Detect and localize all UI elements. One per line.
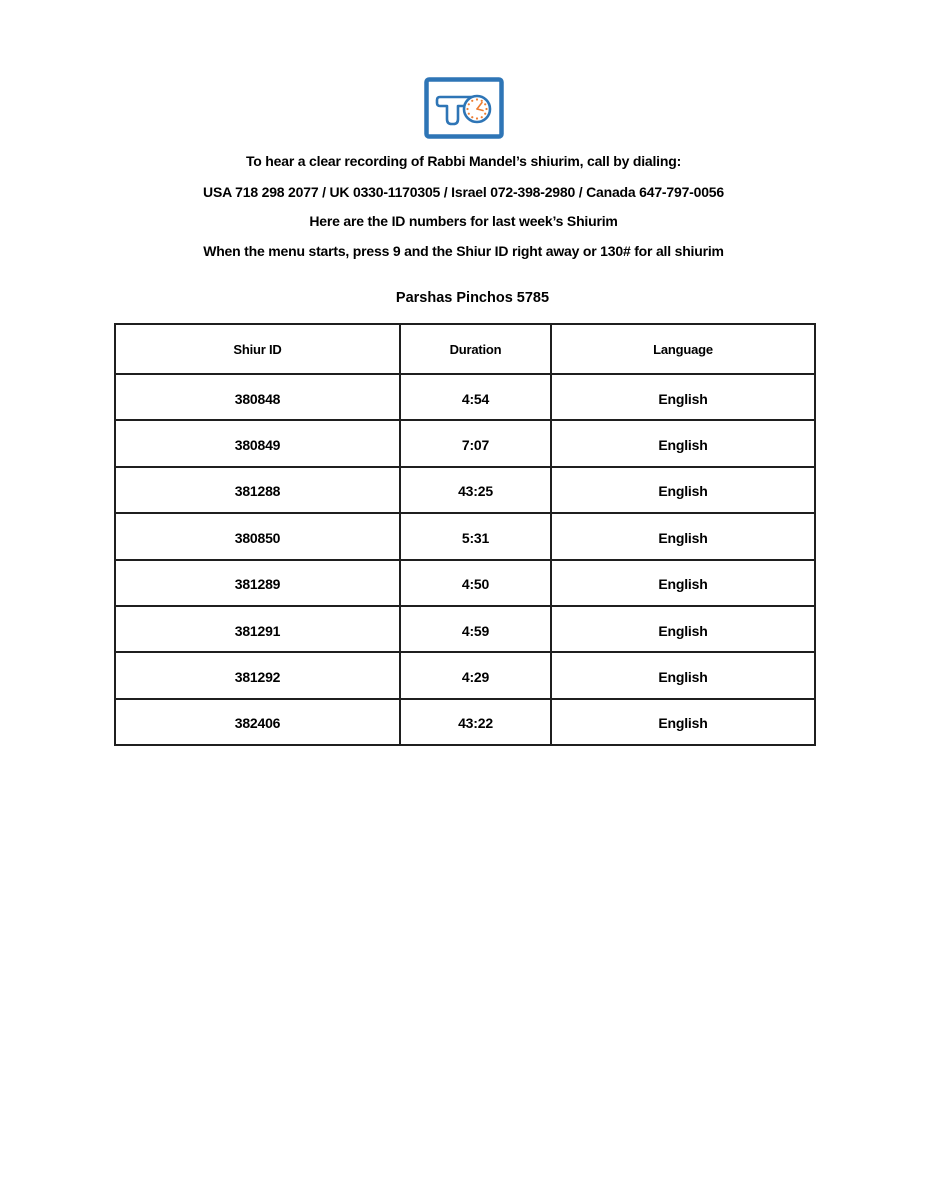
table-cell: 4:50 <box>400 560 551 606</box>
column-header: Duration <box>400 324 551 374</box>
table-cell: English <box>551 420 815 466</box>
table-row <box>115 420 815 466</box>
clock-logo-icon <box>424 77 504 139</box>
table-cell: 381289 <box>115 560 400 606</box>
clock-hand-logo <box>424 77 504 139</box>
table-row <box>115 652 815 698</box>
table-row <box>115 699 815 745</box>
intro-line-phone-numbers: USA 718 298 2077 / UK 0330-1170305 / Israel 072-398-2980 / Canada 647-797-0056 <box>203 184 724 200</box>
table-cell: English <box>551 374 815 420</box>
table-row <box>115 513 815 559</box>
table-cell: 381291 <box>115 606 400 652</box>
table-header-row <box>115 324 815 374</box>
table-cell: 380850 <box>115 513 400 559</box>
table-cell: 7:07 <box>400 420 551 466</box>
table-cell: 43:22 <box>400 699 551 745</box>
table-row <box>115 467 815 513</box>
table-cell: 5:31 <box>400 513 551 559</box>
table-row <box>115 606 815 652</box>
table-cell: English <box>551 513 815 559</box>
section-title-parsha: Parshas Pinchos 5785 <box>395 290 550 306</box>
column-header: Shiur ID <box>115 324 400 374</box>
table-cell: 4:29 <box>400 652 551 698</box>
shiur-table <box>114 323 816 746</box>
table-cell: 380848 <box>115 374 400 420</box>
table-cell: English <box>551 652 815 698</box>
intro-line-id-numbers: Here are the ID numbers for last week’s Shiurim <box>309 213 618 229</box>
table-cell: 4:59 <box>400 606 551 652</box>
table-cell: English <box>551 699 815 745</box>
table-cell: 381288 <box>115 467 400 513</box>
table-cell: 43:25 <box>400 467 551 513</box>
column-header: Language <box>551 324 815 374</box>
table-cell: 380849 <box>115 420 400 466</box>
shiur-table-body <box>115 374 815 745</box>
intro-line-menu-instructions: When the menu starts, press 9 and the Shiur ID right away or 130# for all shiurim <box>203 243 724 259</box>
table-cell: English <box>551 467 815 513</box>
table-cell: 382406 <box>115 699 400 745</box>
intro-line-dialing: To hear a clear recording of Rabbi Mandel’s shiurim, call by dialing: <box>245 153 682 169</box>
table-cell: English <box>551 606 815 652</box>
table-cell: English <box>551 560 815 606</box>
table-cell: 381292 <box>115 652 400 698</box>
table-row <box>115 374 815 420</box>
table-cell: 4:54 <box>400 374 551 420</box>
table-row <box>115 560 815 606</box>
